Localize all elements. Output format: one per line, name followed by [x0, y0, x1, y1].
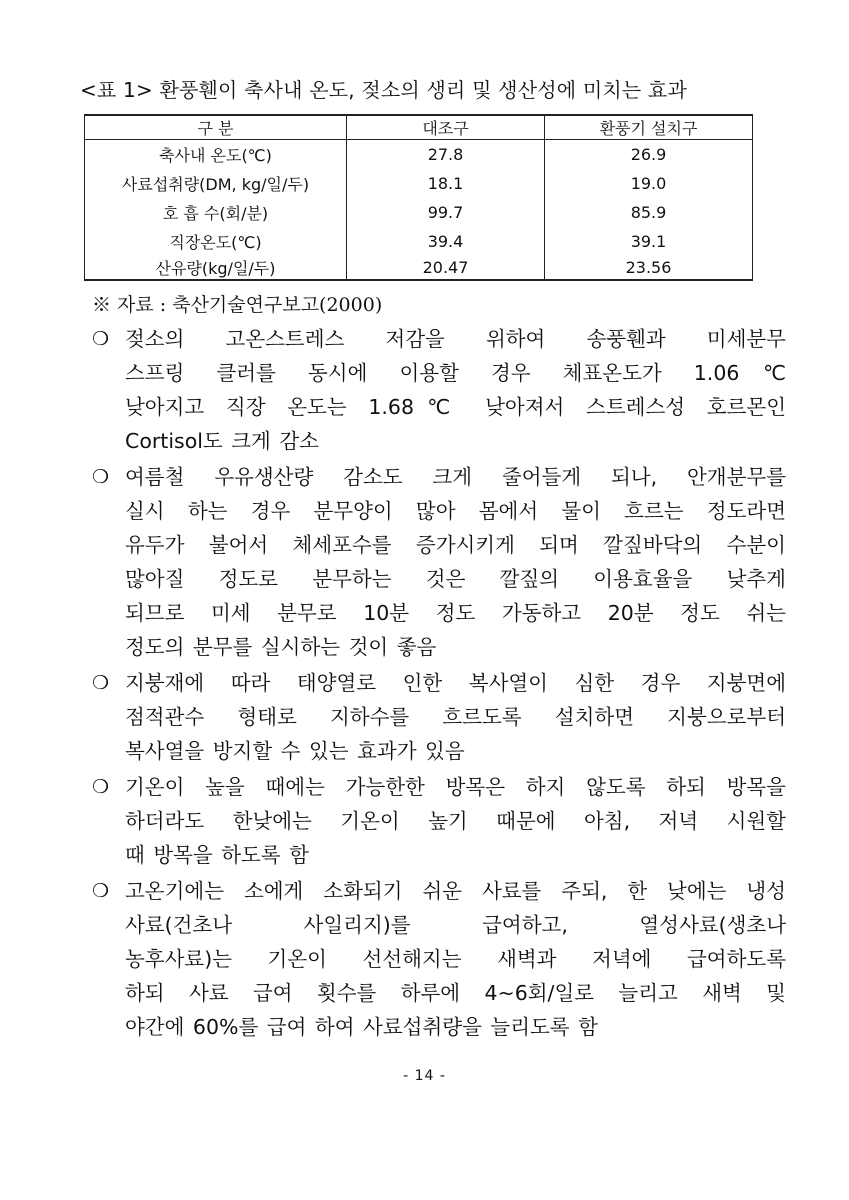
table-header-row — [85, 115, 753, 140]
row-label: 직장온도(℃) — [85, 227, 347, 256]
ventilator-value: 85.9 — [545, 198, 753, 227]
bullet-circle-icon: ❍ — [92, 466, 110, 488]
ventilator-value: 39.1 — [545, 227, 753, 256]
text-line: 유두가 불어서 체세포수를 증가시키게 되며 깔짚바닥의 수분이 — [125, 533, 786, 557]
text-line: 스프링 클러를 동시에 이용할 경우 체표온도가 1.06℃ — [125, 361, 786, 385]
effects-table — [84, 114, 753, 281]
row-label: 축사내 온도(℃) — [85, 140, 347, 170]
text-line: 야간에 60%를 급여 하여 사료섭취량을 늘리도록 함 — [125, 1015, 598, 1039]
table-row — [85, 198, 753, 227]
bullet-item — [92, 322, 786, 458]
text-line: 때 방목을 하도록 함 — [125, 843, 309, 867]
text-line: 낮아지고 직장 온도는 1.68℃ 낮아져서 스트레스성 호르몬인 — [125, 395, 786, 419]
header-category: 구 분 — [85, 115, 347, 140]
text-line: 사료(건초나 사일리지)를 급여하고, 열성사료(생초나 — [125, 913, 786, 937]
row-label: 산유량(kg/일/두) — [85, 256, 347, 280]
control-value: 18.1 — [347, 169, 545, 198]
bullet-circle-icon: ❍ — [92, 776, 110, 798]
ventilator-value: 23.56 — [545, 256, 753, 280]
bullet-circle-icon: ❍ — [92, 672, 110, 694]
control-value: 20.47 — [347, 256, 545, 280]
bullet-text — [125, 322, 786, 458]
text-line: 복사열을 방지할 수 있는 효과가 있음 — [125, 739, 465, 763]
text-line: 고온기에는 소에게 소화되기 쉬운 사료를 주되, 한 낮에는 냉성 — [125, 879, 786, 903]
table-row — [85, 227, 753, 256]
bullet-text — [125, 666, 786, 768]
text-line: 지붕재에 따라 태양열로 인한 복사열이 심한 경우 지붕면에 — [125, 671, 786, 695]
text-line: 여름철 우유생산량 감소도 크게 줄어들게 되나, 안개분무를 — [125, 465, 786, 489]
bullet-item — [92, 460, 786, 664]
bullet-item — [92, 770, 786, 872]
bullet-text — [125, 874, 786, 1044]
page-number: - 14 - — [403, 1068, 446, 1084]
text-line: 많아질 정도로 분무하는 것은 깔짚의 이용효율을 낮추게 — [125, 567, 786, 591]
control-value: 99.7 — [347, 198, 545, 227]
row-label: 사료섭취량(DM, kg/일/두) — [85, 169, 347, 198]
bullet-text — [125, 460, 786, 664]
ventilator-value: 26.9 — [545, 140, 753, 170]
ventilator-value: 19.0 — [545, 169, 753, 198]
text-line: 점적관수 형태로 지하수를 흐르도록 설치하면 지붕으로부터 — [125, 705, 786, 729]
bullet-circle-icon: ❍ — [92, 328, 110, 350]
row-label: 호 흡 수(회/분) — [85, 198, 347, 227]
text-line: 실시 하는 경우 분무양이 많아 몸에서 물이 흐르는 정도라면 — [125, 499, 786, 523]
bullet-circle-icon: ❍ — [92, 880, 110, 902]
text-line: 하더라도 한낮에는 기온이 높기 때문에 아침, 저녁 시원할 — [125, 809, 786, 833]
table-row — [85, 140, 753, 170]
table-caption: <표 1> 환풍휀이 축사내 온도, 젖소의 생리 및 생산성에 미치는 효과 — [80, 78, 687, 102]
table-row — [85, 169, 753, 198]
header-control: 대조구 — [347, 115, 545, 140]
bullet-text — [125, 770, 786, 872]
text-line: 기온이 높을 때에는 가능한한 방목은 하지 않도록 하되 방목을 — [125, 775, 786, 799]
bullet-item — [92, 666, 786, 768]
bullet-list — [92, 322, 786, 1046]
table-row — [85, 256, 753, 280]
text-line: 농후사료)는 기온이 선선해지는 새벽과 저녁에 급여하도록 — [125, 947, 786, 971]
bullet-item — [92, 874, 786, 1044]
text-line: 정도의 분무를 실시하는 것이 좋음 — [125, 635, 437, 659]
source-note: ※ 자료 : 축산기술연구보고(2000) — [92, 294, 383, 316]
text-line: 되므로 미세 분무로 10분 정도 가동하고 20분 정도 쉬는 — [125, 601, 786, 625]
text-line: 젖소의 고온스트레스 저감을 위하여 송풍휀과 미세분무 — [125, 327, 786, 351]
header-ventilator: 환풍기 설치구 — [545, 115, 753, 140]
text-line: 하되 사료 급여 횟수를 하루에 4~6회/일로 늘리고 새벽 및 — [125, 981, 786, 1005]
control-value: 39.4 — [347, 227, 545, 256]
control-value: 27.8 — [347, 140, 545, 170]
text-line: Cortisol도 크게 감소 — [125, 429, 319, 453]
